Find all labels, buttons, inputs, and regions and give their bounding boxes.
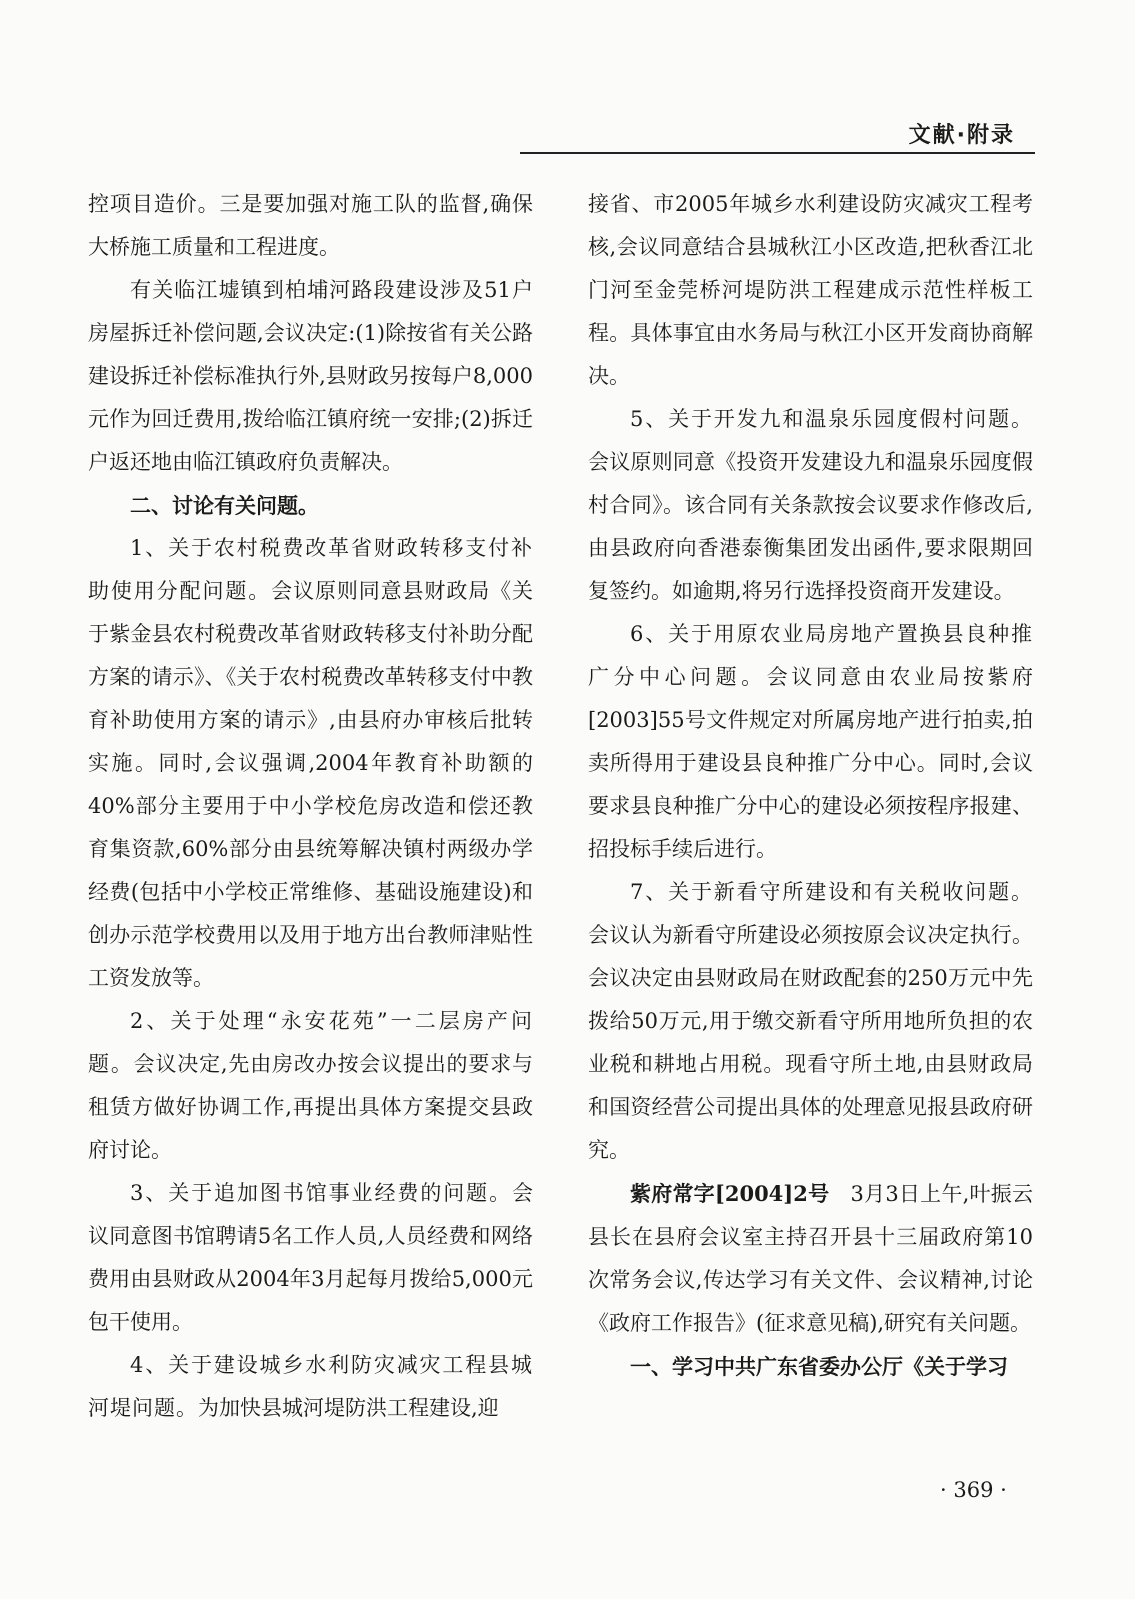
- item-6: [588, 613, 1033, 871]
- item-7-body: 会议认为新看守所建设必须按原会议决定执行。会议决定由县财政局在财政配套的250万元中先拨给50万元,用于缴交新看守所用地所负担的农业税和耕地占用税。现看守所土地,由县财政局和国资经营公司提出具体的处理意见报县政府研究。: [588, 923, 1033, 1162]
- document-record: [588, 1172, 1033, 1345]
- item-6-body: 会议同意由农业局按紫府[2003]55号文件规定对所属房地产进行拍卖,拍卖所得用于建设县良种推广分中心。同时,会议要求县良种推广分中心的建设必须按程序报建、招投标手续后进行。: [588, 665, 1034, 861]
- item-6-title: 6、关于用原农业局房地产置换县良种推广分中心问题。: [588, 622, 1033, 689]
- paragraph-continuation: 接省、市2005年城乡水利建设防灾减灾工程考核,会议同意结合县城秋江小区改造,把秋香江北门河至金莞桥河堤防洪工程建成示范性样板工程。具体事宜由水务局与秋江小区开发商协商解决。: [588, 192, 1033, 388]
- item-1-title: 1、关于农村税费改革省财政转移支付补助使用分配问题。: [88, 536, 533, 603]
- item-4-title: 4、关于建设城乡水利防灾减灾工程县城河堤问题。: [88, 1353, 533, 1420]
- heading-discussion-issues: 二、讨论有关问题。: [130, 493, 319, 518]
- item-3: [88, 1172, 533, 1344]
- item-3-body: 会议同意图书馆聘请5名工作人员,人员经费和网络费用由县财政从2004年3月起每月拨给5,000元包干使用。: [88, 1181, 533, 1334]
- item-5-body: 会议原则同意《投资开发建设九和温泉乐园度假村合同》。该合同有关条款按会议要求作修改后,由县政府向香港泰衡集团发出函件,要求限期回复签约。如逾期,将另行选择投资商开发建设。: [588, 450, 1033, 603]
- paragraph: 控项目造价。三是要加强对施工队的监督,确保大桥施工质量和工程进度。: [88, 192, 533, 259]
- item-5-title: 5、关于开发九和温泉乐园度假村问题。: [630, 407, 1033, 431]
- item-1: [88, 527, 533, 1000]
- item-1-body: 会议原则同意县财政局《关于紫金县农村税费改革省财政转移支付补助分配方案的请示》、《关于农村税费改革转移支付中教育补助使用方案的请示》,由县府办审核后批转实施。同时,会议强调,2004年教育补助额的40%部分主要用于中小学校危房改造和偿还教育集资款,60%部分由县统筹解决镇村两级办学经费(包括中小学校正常维修、基础设施建设)和创办示范学校费用以及用于地方出台教师津贴性工资发放等。: [88, 579, 534, 990]
- paragraph-relocation-compensation: 有关临江墟镇到柏埔河路段建设涉及51户房屋拆迁补偿问题,会议决定:(1)除按省有关公路建设拆迁补偿标准执行外,县财政另按每户8,000元作为回迁费用,拨给临江镇府统一安排;(2)拆迁户返还地由临江镇政府负责解决。: [88, 278, 533, 474]
- item-3-title: 3、关于追加图书馆事业经费的问题。: [130, 1181, 512, 1205]
- header-rule: [520, 152, 1035, 154]
- item-2: [88, 1000, 533, 1172]
- section-header-title: 文献·附录: [908, 123, 1015, 148]
- left-column: [88, 183, 533, 1430]
- item-7: [588, 871, 1033, 1172]
- document-record-body: 3月3日上午,叶振云县长在县府会议室主持召开县十三届政府第10次常务会议,传达学习有关文件、会议精神,讨论《政府工作报告》(征求意见稿),研究有关问题。: [588, 1182, 1033, 1335]
- item-5: [588, 398, 1033, 613]
- right-column: [588, 183, 1033, 1388]
- item-4: [88, 1344, 533, 1430]
- item-4-body: 为加快县城河堤防洪工程建设,迎: [198, 1396, 499, 1420]
- heading-study: 一、学习中共广东省委办公厅《关于学习: [630, 1354, 1008, 1379]
- page-number: · 369 ·: [940, 1478, 1007, 1502]
- item-2-title: 2、关于处理“永安花苑”一二层房产问题。: [88, 1009, 533, 1076]
- document-number: 紫府常字[2004]2号: [630, 1181, 830, 1206]
- item-2-body: 会议决定,先由房改办按会议提出的要求与租赁方做好协调工作,再提出具体方案提交县政府讨论。: [88, 1052, 533, 1162]
- item-7-title: 7、关于新看守所建设和有关税收问题。: [630, 880, 1033, 904]
